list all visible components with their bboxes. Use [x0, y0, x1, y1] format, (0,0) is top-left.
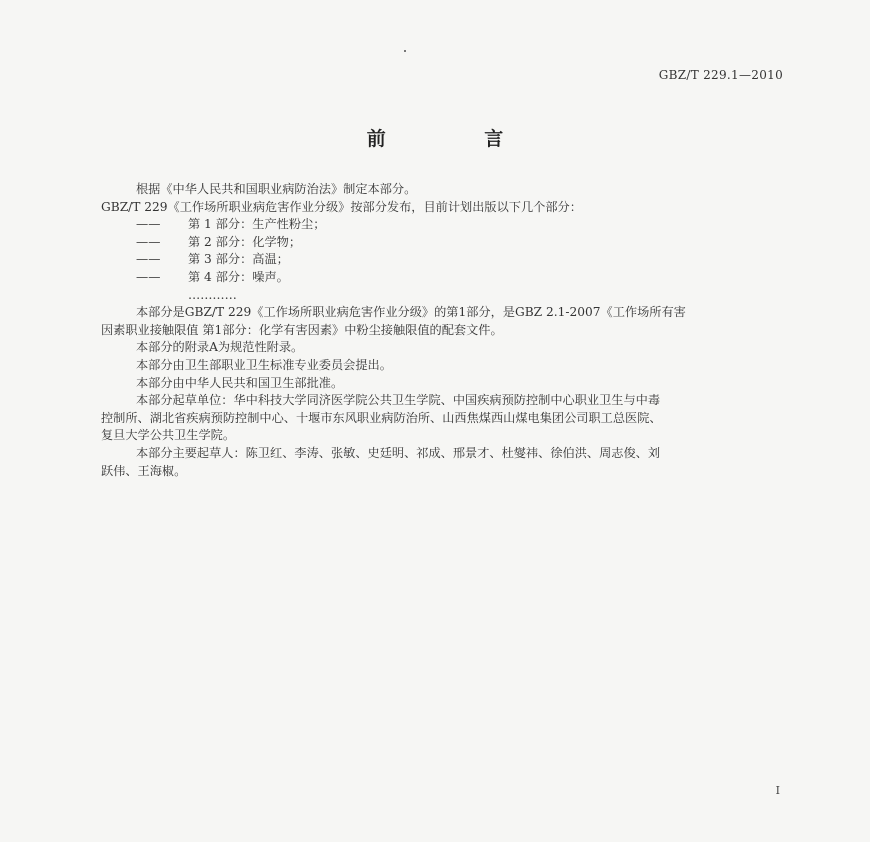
relation-line-2: 因素职业接触限值 第1部分：化学有害因素》中粉尘接触限值的配套文件。 — [101, 322, 503, 337]
part-list-item — [136, 269, 786, 287]
part-dash: —— — [136, 234, 161, 249]
part-dash: —— — [136, 217, 161, 232]
part-label: 第 3 部分：高温； — [188, 252, 289, 267]
page-number: I — [775, 784, 780, 797]
part-list-item — [136, 234, 786, 252]
relation-line-1: 本部分是GBZ/T 229《工作场所职业病危害作业分级》的第1部分，是GBZ 2.1-2007《工作场所有害 — [136, 305, 686, 320]
drafters-line-2: 跃伟、王海椒。 — [101, 463, 187, 478]
part-list-item — [136, 216, 786, 234]
publication-line: GBZ/T 229《工作场所职业病危害作业分级》按部分发布，目前计划出版以下几个部分： — [101, 199, 582, 214]
part-label: 第 4 部分：噪声。 — [188, 269, 289, 284]
part-dash: —— — [136, 252, 161, 267]
drafting-units-line-3: 复旦大学公共卫生学院。 — [101, 428, 236, 443]
drafting-units-line-2: 控制所、湖北省疾病预防控制中心、十堰市东风职业病防治所、山西焦煤西山煤电集团公司职工总医院、 — [101, 410, 662, 425]
scan-speck — [404, 50, 406, 52]
part-label: 第 1 部分：生产性粉尘； — [188, 217, 326, 232]
standard-number: GBZ/T 229.1—2010 — [658, 68, 783, 82]
basis-line: 根据《中华人民共和国职业病防治法》制定本部分。 — [136, 182, 417, 196]
part-dash: —— — [136, 269, 161, 284]
proposed-line: 本部分由卫生部职业卫生标准专业委员会提出。 — [136, 357, 392, 372]
drafting-units-line-1: 本部分起草单位：华中科技大学同济医学院公共卫生学院、中国疾病预防控制中心职业卫生与中毒 — [136, 393, 661, 408]
part-label: 第 2 部分：化学物； — [188, 234, 302, 249]
appendix-line: 本部分的附录A为规范性附录。 — [136, 340, 304, 355]
approved-line: 本部分由中华人民共和国卫生部批准。 — [136, 375, 344, 390]
part-list-item — [136, 251, 786, 269]
list-ellipsis: ………… — [188, 287, 237, 302]
page-title: 前 言 — [366, 128, 550, 150]
drafters-line-1: 本部分主要起草人：陈卫红、李涛、张敏、史廷明、祁成、邢景才、杜燮祎、徐伯洪、周志俊、刘 — [136, 445, 661, 460]
foreword-body — [101, 181, 786, 480]
